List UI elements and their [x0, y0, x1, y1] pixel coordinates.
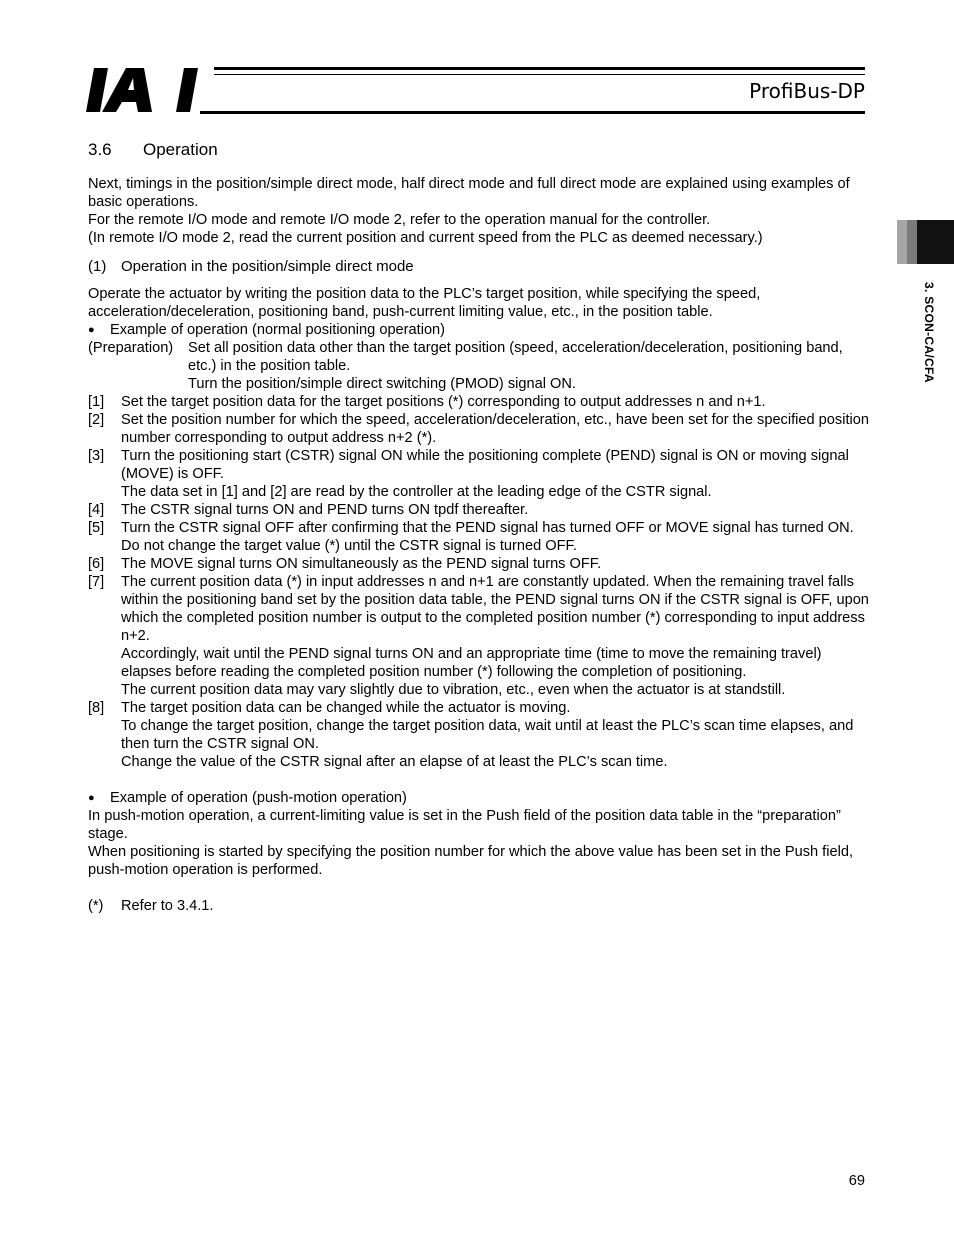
- preparation-line: Set all position data other than the target position (speed, acceleration/deceleration, positioning band, etc.) in the position table.: [188, 340, 843, 374]
- intro-paragraph: (In remote I/O mode 2, read the current position and current speed from the PLC as deemed necessary.): [88, 230, 763, 246]
- header-title: ProfiBus-DP: [749, 79, 865, 103]
- iai-logo: [86, 66, 206, 114]
- step-label: [8]: [88, 700, 105, 716]
- step-item: [88, 393, 873, 411]
- step-text: Accordingly, wait until the PEND signal turns ON and an appropriate time (time to move the remaining travel) elapses before reading the completed position number (*) following the completion of positioning.: [121, 646, 822, 680]
- step-text: The data set in [1] and [2] are read by the controller at the leading edge of the CSTR signal.: [121, 484, 712, 500]
- header-rule-thick: [214, 67, 865, 70]
- page-number: 69: [848, 1173, 865, 1189]
- step-text: Set the target position data for the target positions (*) corresponding to output addresses n and n+1.: [121, 394, 766, 410]
- step-label: [7]: [88, 574, 105, 590]
- step-label: [1]: [88, 394, 105, 410]
- example-push-heading: ● Example of operation (push-motion operation): [88, 789, 873, 807]
- header-rule-bottom: [200, 111, 865, 114]
- step-item: [88, 411, 873, 447]
- subsection-number: (1): [88, 258, 107, 275]
- step-item: [88, 501, 873, 519]
- footnote-text: Refer to 3.4.1.: [121, 898, 214, 914]
- step-text: The MOVE signal turns ON simultaneously as the PEND signal turns OFF.: [121, 556, 602, 572]
- step-text: Change the value of the CSTR signal after an elapse of at least the PLC’s scan time.: [121, 754, 668, 770]
- step-label: [3]: [88, 448, 105, 464]
- step-item: [88, 555, 873, 573]
- step-text: Turn the CSTR signal OFF after confirming that the PEND signal has turned OFF or MOVE signal has turned ON. Do not change the target value (*) until the CSTR signal is turned OFF.: [121, 520, 854, 554]
- subsection-title: Operation in the position/simple direct mode: [121, 258, 414, 275]
- step-item: [88, 519, 873, 555]
- step-label: [5]: [88, 520, 105, 536]
- step-label: [2]: [88, 412, 105, 428]
- subsection-heading: [88, 258, 873, 276]
- section-heading: [88, 139, 873, 161]
- step-text: The current position data may vary slightly due to vibration, etc., even when the actuator is at standstill.: [121, 682, 786, 698]
- step-text: Set the position number for which the speed, acceleration/deceleration, etc., have been set for the specified position number corresponding to output address n+2 (*).: [121, 412, 869, 446]
- step-item: [88, 699, 873, 771]
- preparation-line: Turn the position/simple direct switching (PMOD) signal ON.: [188, 376, 576, 392]
- preparation-label: (Preparation): [88, 340, 174, 356]
- intro-paragraph: For the remote I/O mode and remote I/O mode 2, refer to the operation manual for the controller.: [88, 212, 711, 228]
- subsection-intro: Operate the actuator by writing the position data to the PLC’s target position, while specifying the speed, acceleration/deceleration, positioning band, push-current limiting value, etc., in the position table.: [88, 286, 761, 320]
- chapter-tab-label: 3. SCON-CA/CFA: [922, 282, 936, 383]
- section-number: 3.6: [88, 140, 112, 159]
- push-paragraph: In push-motion operation, a current-limiting value is set in the Push field of the position data table in the “preparation” stage.: [88, 808, 841, 842]
- section-title: Operation: [143, 140, 218, 159]
- footnote: [88, 897, 873, 915]
- header-rule-thin: [214, 74, 865, 75]
- footnote-label: (*): [88, 898, 104, 914]
- preparation-block: [88, 339, 873, 393]
- step-text: The current position data (*) in input addresses n and n+1 are constantly updated. When the remaining travel falls within the positioning band set by the position data table, the PEND signal turns ON if the CSTR signal is OFF, upon which the completed position number is output to the completed position number (*) corresponding to input address n+2.: [121, 574, 869, 644]
- step-label: [6]: [88, 556, 105, 572]
- step-item: [88, 573, 873, 699]
- step-text: The CSTR signal turns ON and PEND turns ON tpdf thereafter.: [121, 502, 529, 518]
- step-text: The target position data can be changed while the actuator is moving.: [121, 700, 571, 716]
- step-item: [88, 447, 873, 501]
- page-content: [88, 139, 873, 915]
- intro-paragraph: Next, timings in the position/simple direct mode, half direct mode and full direct mode are explained using examples of basic operations.: [88, 176, 850, 210]
- step-text: Turn the positioning start (CSTR) signal ON while the positioning complete (PEND) signal is ON or moving signal (MOVE) is OFF.: [121, 448, 849, 482]
- example-normal-heading: ● Example of operation (normal positioning operation): [88, 321, 873, 339]
- step-label: [4]: [88, 502, 105, 518]
- chapter-tab-marker: [897, 220, 954, 264]
- step-text: To change the target position, change the target position data, wait until at least the PLC’s scan time elapses, and then turn the CSTR signal ON.: [121, 718, 854, 752]
- push-paragraph: When positioning is started by specifying the position number for which the above value has been set in the Push field, push-motion operation is performed.: [88, 844, 854, 878]
